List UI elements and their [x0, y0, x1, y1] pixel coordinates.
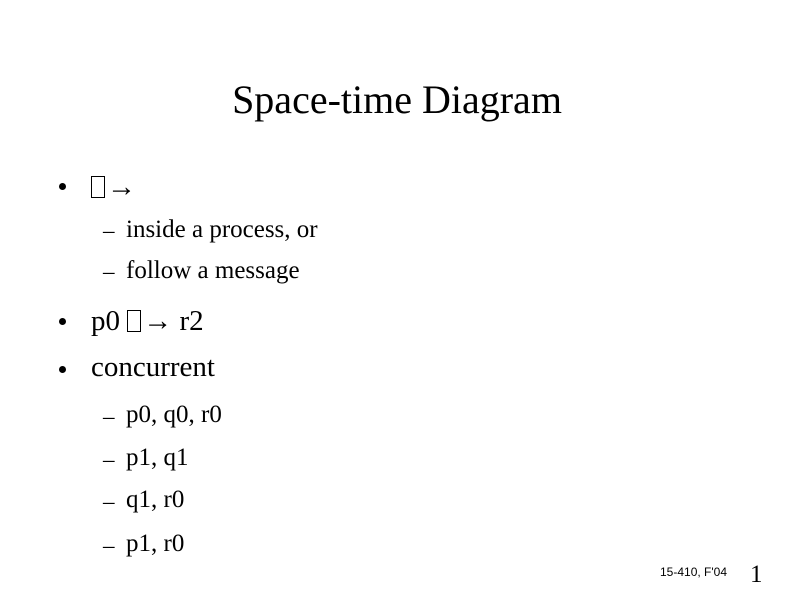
page-number: 1	[750, 561, 763, 588]
dash-marker: –	[103, 489, 115, 514]
missing-glyph-icon	[91, 176, 105, 198]
sub-bullet-text: p1, q1	[126, 444, 189, 471]
bullet-dot	[59, 183, 66, 190]
dash-marker: –	[103, 404, 115, 429]
course-footer: 15-410, F'04	[660, 565, 728, 579]
dash-marker: –	[103, 259, 115, 284]
happens-before-bullet	[91, 170, 136, 204]
bullet-dot	[59, 366, 66, 373]
missing-glyph-icon	[127, 310, 141, 332]
dash-marker: –	[103, 533, 115, 558]
p0-label: p0	[91, 305, 128, 337]
bullet-dot	[59, 318, 66, 325]
sub-bullet-text: follow a message	[126, 257, 300, 284]
p0-r2-bullet	[91, 304, 204, 338]
arrow-symbol: →	[107, 171, 136, 203]
r2-label: r2	[172, 305, 204, 337]
arrow-symbol: →	[143, 305, 173, 337]
slide-title: Space-time Diagram	[232, 77, 562, 122]
dash-marker: –	[103, 447, 115, 472]
sub-bullet-text: inside a process, or	[126, 216, 318, 243]
sub-bullet-text: p1, r0	[126, 530, 185, 557]
dash-marker: –	[103, 218, 115, 243]
concurrent-bullet: concurrent	[91, 351, 215, 383]
sub-bullet-text: q1, r0	[126, 486, 185, 513]
sub-bullet-text: p0, q0, r0	[126, 401, 222, 428]
